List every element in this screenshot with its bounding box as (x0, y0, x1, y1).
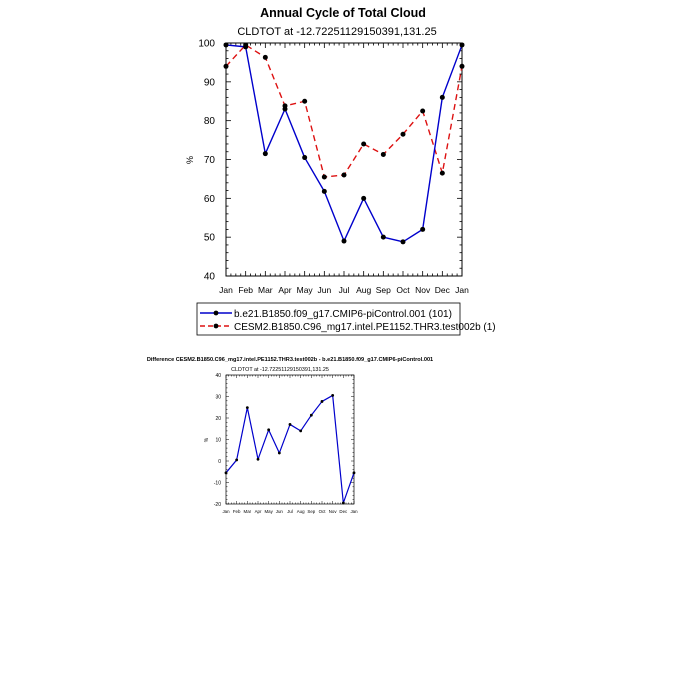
legend-item-control (200, 309, 452, 320)
y-tick-label: 20 (215, 415, 221, 422)
x-tick-label: Sep (375, 285, 391, 295)
y-tick-label: 40 (203, 271, 215, 283)
diff-y-axis-label: % (204, 437, 210, 443)
data-point (321, 400, 324, 403)
data-point (263, 55, 268, 60)
x-tick-label: Jan (222, 509, 230, 514)
x-tick-label: May (264, 509, 273, 514)
y-tick-label: 30 (215, 394, 221, 401)
series-line-1 (226, 45, 462, 242)
data-point (460, 42, 465, 47)
data-point (243, 42, 248, 47)
y-tick-label: 10 (215, 437, 221, 444)
x-tick-label: Apr (254, 509, 262, 514)
data-point (322, 189, 327, 194)
diff-series-lines (225, 394, 356, 504)
y-axis-label: % (185, 155, 195, 165)
data-point (257, 458, 260, 461)
series-line-1 (226, 395, 354, 503)
data-point (278, 452, 281, 455)
data-point (310, 414, 313, 417)
x-tick-label: Aug (356, 285, 372, 295)
data-point (361, 141, 366, 146)
data-point (401, 239, 406, 244)
data-point (342, 239, 347, 244)
x-tick-label: Jun (275, 509, 283, 514)
data-point (353, 471, 356, 474)
chart-title: Annual Cycle of Total Cloud (260, 6, 426, 20)
x-tick-label: Sep (307, 509, 316, 514)
x-tick-label: Mar (243, 509, 252, 514)
data-point (342, 173, 347, 178)
x-tick-label: Feb (238, 285, 253, 295)
data-point (361, 196, 366, 201)
x-tick-label: Nov (415, 285, 431, 295)
data-point (225, 471, 228, 474)
y-tick-label: 70 (203, 155, 215, 166)
data-point (460, 64, 465, 69)
diff-plot-area (214, 373, 358, 514)
data-point (401, 132, 406, 137)
legend (197, 303, 496, 335)
data-point (289, 423, 292, 426)
data-point (302, 155, 307, 160)
data-point (381, 152, 386, 157)
data-point (224, 42, 229, 47)
x-tick-label: Aug (296, 509, 305, 514)
y-tick-label: 90 (203, 77, 215, 89)
chart-subtitle: CLDTOT at -12.72251129150391,131.25 (237, 26, 437, 38)
legend-marker-test (214, 324, 219, 329)
data-point (235, 459, 238, 462)
data-point (381, 235, 386, 240)
data-point (440, 95, 445, 100)
annual-cycle-chart (185, 6, 469, 295)
data-point (420, 108, 425, 113)
legend-marker-control (214, 311, 219, 316)
data-point (302, 99, 307, 104)
x-tick-label: Dec (434, 285, 450, 295)
data-point (246, 406, 249, 409)
x-tick-label: May (296, 285, 313, 295)
x-tick-label: Oct (318, 509, 326, 514)
x-tick-label: Jan (350, 509, 358, 514)
y-tick-label: 40 (215, 372, 221, 379)
x-tick-label: Jul (338, 285, 350, 295)
data-point (263, 151, 268, 156)
x-tick-label: Apr (278, 285, 292, 295)
x-tick-label: Oct (396, 285, 410, 295)
x-tick-label: Mar (258, 285, 273, 295)
data-point (420, 227, 425, 232)
x-tick-label: Dec (339, 509, 348, 514)
data-point (224, 64, 229, 69)
x-tick-label: Feb (232, 509, 241, 514)
data-point (299, 430, 302, 433)
data-point (342, 502, 345, 505)
difference-chart (147, 357, 433, 514)
y-tick-label: 100 (198, 38, 215, 50)
diff-chart-subtitle: CLDTOT at -12.72251129150391,131.25 (231, 367, 329, 373)
y-tick-label: 60 (203, 193, 215, 205)
legend-item-test (200, 322, 496, 333)
data-point (267, 428, 270, 431)
data-point (331, 394, 334, 397)
legend-label-control: b.e21.B1850.f09_g17.CMIP6-piControl.001 (101) (234, 309, 452, 320)
x-tick-label: Jan (455, 285, 469, 295)
data-point (322, 174, 327, 179)
data-point (440, 171, 445, 176)
diff-chart-title: Difference CESM2.B1850.C96_mg17.intel.PE1152.THR3.test002b - b.e21.B1850.f09_g17.CMIP6-piControl.001 (146, 357, 434, 363)
x-tick-label: Jan (219, 285, 233, 295)
series-line-2 (226, 45, 462, 177)
y-tick-label: -20 (213, 501, 221, 508)
legend-label-test: CESM2.B1850.C96_mg17.intel.PE1152.THR3.test002b (1) (234, 322, 496, 333)
x-tick-label: Jun (317, 285, 332, 295)
x-tick-label: Jul (287, 509, 293, 514)
y-tick-label: -10 (213, 480, 221, 487)
data-point (283, 103, 288, 108)
y-tick-label: 0 (218, 458, 221, 465)
plot-area (198, 39, 469, 296)
plot-frame (226, 375, 354, 504)
y-tick-label: 50 (203, 232, 215, 244)
y-tick-label: 80 (203, 116, 215, 128)
x-tick-label: Nov (328, 509, 337, 514)
series-lines (224, 42, 465, 244)
